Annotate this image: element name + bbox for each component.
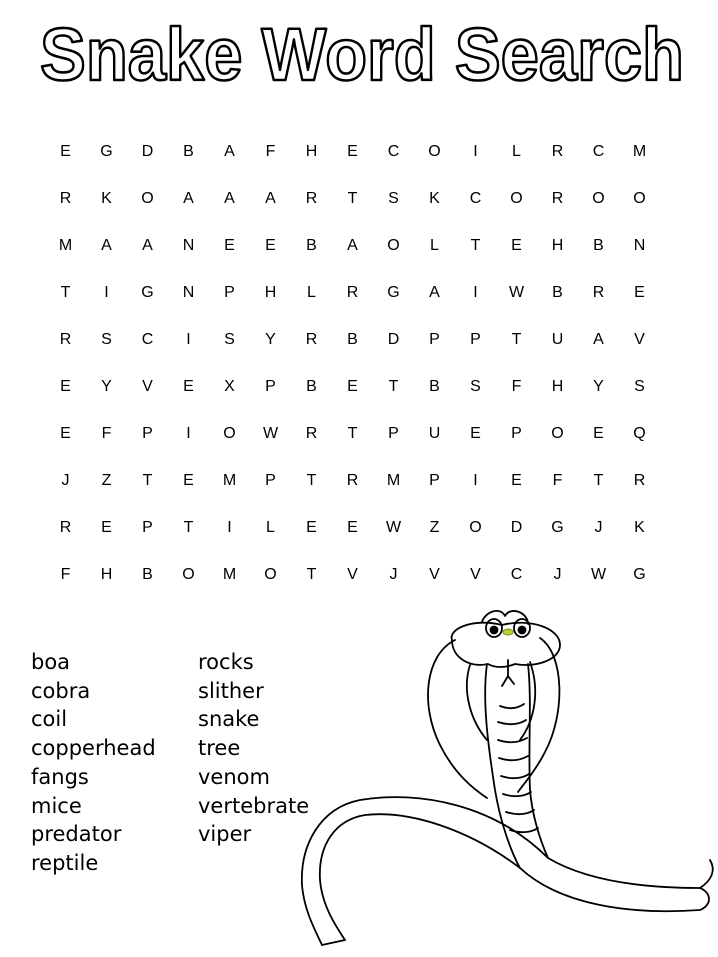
grid-letter: R (346, 472, 359, 489)
grid-row (45, 222, 661, 269)
grid-letter: D (141, 143, 154, 160)
grid-letter: K (101, 190, 112, 207)
grid-letter: D (387, 331, 400, 348)
grid-letter: Q (633, 425, 646, 442)
grid-letter: E (60, 143, 71, 160)
grid-letter: O (223, 425, 236, 442)
grid-letter: M (386, 472, 401, 489)
word-list-item: copperhead (31, 736, 156, 761)
grid-letter: J (553, 566, 562, 583)
grid-letter: B (347, 331, 358, 348)
word-list-item: fangs (31, 764, 89, 789)
grid-letter: S (470, 378, 481, 395)
grid-letter: I (186, 425, 191, 442)
grid-letter: M (58, 237, 73, 254)
grid-letter: X (224, 378, 235, 395)
grid-letter: J (389, 566, 398, 583)
grid-letter: N (182, 284, 195, 301)
grid-letter: A (224, 190, 235, 207)
grid-letter: B (429, 378, 440, 395)
grid-letter: V (142, 378, 153, 395)
grid-letter: B (183, 143, 194, 160)
grid-letter: H (305, 143, 318, 160)
grid-letter: E (183, 378, 194, 395)
grid-letter: C (387, 143, 400, 160)
letter-grid (45, 128, 661, 598)
grid-letter: T (388, 378, 399, 395)
grid-letter: A (142, 237, 153, 254)
word-list-item: reptile (31, 850, 99, 875)
grid-letter: A (429, 284, 440, 301)
grid-letter: U (551, 331, 564, 348)
body-coil (520, 858, 709, 911)
grid-letter: H (100, 566, 113, 583)
grid-letter: A (224, 143, 235, 160)
grid-letter: E (60, 378, 71, 395)
grid-letter: C (141, 331, 154, 348)
grid-letter: R (305, 331, 318, 348)
grid-letter: G (387, 284, 400, 301)
grid-row (45, 551, 661, 598)
grid-row (45, 269, 661, 316)
grid-letter: B (306, 237, 317, 254)
grid-letter: A (347, 237, 358, 254)
title-text: Snake Word Search (40, 13, 684, 96)
grid-letter: P (470, 331, 481, 348)
grid-letter: K (429, 190, 440, 207)
grid-letter: G (551, 519, 564, 536)
grid-letter: F (552, 472, 563, 489)
grid-letter: I (473, 284, 478, 301)
grid-letter: B (552, 284, 563, 301)
grid-letter: J (594, 519, 603, 536)
grid-letter: E (511, 237, 522, 254)
word-list-item: predator (31, 822, 122, 847)
grid-letter: L (307, 284, 316, 301)
grid-letter: R (59, 519, 72, 536)
grid-letter: T (306, 566, 317, 583)
grid-letter: R (305, 190, 318, 207)
grid-letter: P (265, 472, 276, 489)
grid-letter: B (142, 566, 153, 583)
grid-letter: A (265, 190, 276, 207)
grid-letter: B (593, 237, 604, 254)
grid-letter: U (428, 425, 441, 442)
grid-letter: G (633, 566, 646, 583)
grid-letter: Z (101, 472, 112, 489)
grid-letter: H (551, 237, 564, 254)
grid-letter: M (222, 566, 237, 583)
grid-letter: L (430, 237, 439, 254)
grid-letter: E (265, 237, 276, 254)
grid-letter: W (590, 566, 607, 583)
grid-letter: E (60, 425, 71, 442)
grid-letter: R (59, 190, 72, 207)
grid-letter: T (511, 331, 522, 348)
grid-letter: E (224, 237, 235, 254)
word-list-item: slither (198, 678, 264, 703)
title-outline-text (0, 0, 718, 100)
grid-letter: V (470, 566, 481, 583)
grid-letter: L (266, 519, 275, 536)
grid-letter: C (592, 143, 605, 160)
grid-letter: P (388, 425, 399, 442)
grid-letter: I (227, 519, 232, 536)
word-list-item: mice (31, 793, 82, 818)
grid-letter: Y (101, 378, 112, 395)
grid-letter: O (387, 237, 400, 254)
grid-letter: G (141, 284, 154, 301)
grid-letter: O (264, 566, 277, 583)
grid-letter: O (510, 190, 523, 207)
grid-letter: E (347, 143, 358, 160)
grid-letter: Y (265, 331, 276, 348)
grid-letter: B (306, 378, 317, 395)
grid-letter: H (264, 284, 277, 301)
grid-letter: E (634, 284, 645, 301)
grid-letter: P (224, 284, 235, 301)
grid-letter: R (633, 472, 646, 489)
word-list-item: boa (31, 650, 71, 674)
grid-letter: V (429, 566, 440, 583)
grid-letter: S (388, 190, 399, 207)
grid-letter: I (186, 331, 191, 348)
grid-letter: Z (429, 519, 440, 536)
cobra-snake-icon (300, 600, 718, 957)
word-list-item: cobra (31, 678, 91, 703)
grid-letter: M (222, 472, 237, 489)
grid-letter: P (265, 378, 276, 395)
word-list-item: snake (198, 707, 260, 732)
grid-letter: K (634, 519, 645, 536)
grid-letter: O (592, 190, 605, 207)
grid-letter: R (305, 425, 318, 442)
grid-letter: J (61, 472, 70, 489)
grid-letter: I (104, 284, 109, 301)
grid-letter: E (306, 519, 317, 536)
grid-letter: R (551, 143, 564, 160)
grid-letter: R (551, 190, 564, 207)
grid-letter: W (262, 425, 279, 442)
grid-letter: E (347, 519, 358, 536)
grid-letter: H (551, 378, 564, 395)
grid-letter: E (470, 425, 481, 442)
grid-letter: T (183, 519, 194, 536)
grid-letter: Y (593, 378, 604, 395)
grid-letter: I (473, 472, 478, 489)
grid-letter: T (306, 472, 317, 489)
grid-letter: O (551, 425, 564, 442)
grid-letter: E (183, 472, 194, 489)
word-list-column-1 (31, 648, 156, 878)
snake-nostril (503, 629, 513, 635)
word-list-item: tree (198, 736, 241, 761)
word-list-item: viper (198, 822, 252, 847)
grid-letter: E (511, 472, 522, 489)
grid-letter: E (347, 378, 358, 395)
grid-letter: P (511, 425, 522, 442)
grid-letter: T (347, 190, 358, 207)
grid-letter: I (473, 143, 478, 160)
grid-letter: O (633, 190, 646, 207)
grid-letter: O (428, 143, 441, 160)
word-list-item: rocks (198, 650, 254, 674)
grid-letter: W (508, 284, 525, 301)
word-list-item: coil (31, 707, 68, 732)
grid-letter: A (593, 331, 604, 348)
grid-row (45, 363, 661, 410)
grid-row (45, 410, 661, 457)
grid-letter: T (60, 284, 71, 301)
word-list-item: vertebrate (198, 793, 310, 818)
grid-letter: L (512, 143, 521, 160)
grid-letter: R (59, 331, 72, 348)
word-list-item: venom (198, 764, 270, 789)
grid-letter: P (429, 331, 440, 348)
grid-letter: N (633, 237, 646, 254)
grid-letter: C (510, 566, 523, 583)
grid-row (45, 128, 661, 175)
grid-letter: M (632, 143, 647, 160)
grid-letter: P (429, 472, 440, 489)
grid-letter: V (634, 331, 645, 348)
page-title (0, 0, 718, 100)
grid-letter: F (60, 566, 71, 583)
grid-letter: S (101, 331, 112, 348)
grid-letter: E (101, 519, 112, 536)
grid-letter: E (593, 425, 604, 442)
word-list-column-2 (198, 648, 309, 849)
grid-letter: S (224, 331, 235, 348)
grid-letter: T (470, 237, 481, 254)
grid-row (45, 316, 661, 363)
grid-row (45, 175, 661, 222)
grid-letter: V (347, 566, 358, 583)
grid-letter: T (593, 472, 604, 489)
grid-letter: R (592, 284, 605, 301)
grid-letter: S (634, 378, 645, 395)
grid-letter: O (469, 519, 482, 536)
grid-letter: O (141, 190, 154, 207)
grid-letter: R (346, 284, 359, 301)
grid-letter: A (183, 190, 194, 207)
grid-row (45, 457, 661, 504)
grid-letter: N (182, 237, 195, 254)
grid-letter: D (510, 519, 523, 536)
hood-outline (428, 640, 487, 798)
grid-letter: T (347, 425, 358, 442)
grid-letter: G (100, 143, 113, 160)
grid-letter: O (182, 566, 195, 583)
grid-row (45, 504, 661, 551)
grid-letter: T (142, 472, 153, 489)
grid-letter: W (385, 519, 402, 536)
grid-letter: P (142, 425, 153, 442)
grid-letter: F (265, 143, 276, 160)
grid-letter: A (101, 237, 112, 254)
grid-letter: F (101, 425, 112, 442)
grid-letter: C (469, 190, 482, 207)
grid-letter: F (511, 378, 522, 395)
grid-letter: P (142, 519, 153, 536)
